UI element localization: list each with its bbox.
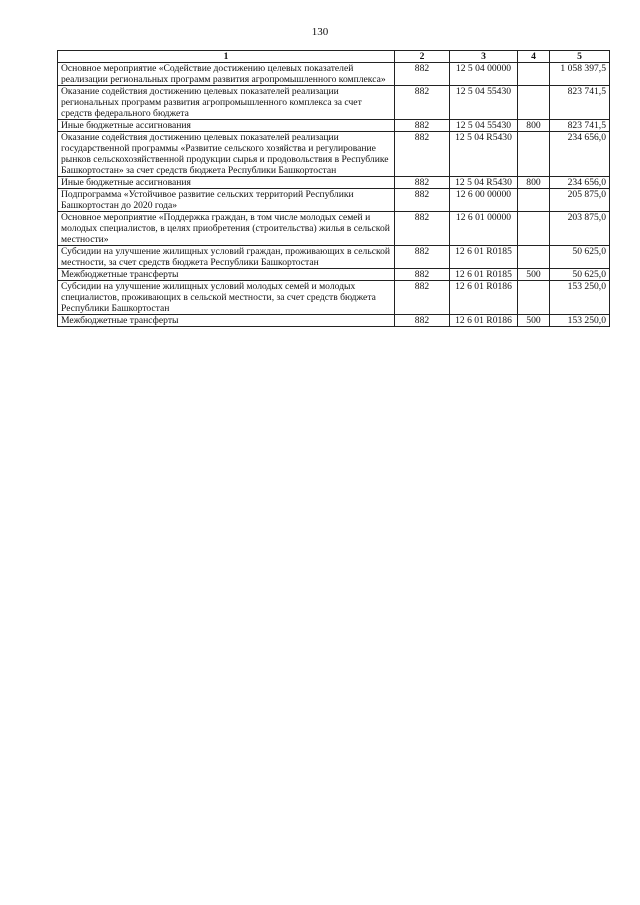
row-ved: 882	[395, 189, 450, 212]
row-ved: 882	[395, 212, 450, 246]
row-vr: 800	[518, 177, 550, 189]
row-sum: 203 875,0	[550, 212, 610, 246]
row-vr	[518, 86, 550, 120]
page-number: 130	[311, 26, 329, 38]
column-header-csr: 3	[450, 51, 518, 63]
table-row	[58, 212, 610, 246]
row-ved: 882	[395, 246, 450, 269]
budget-table	[57, 50, 610, 327]
column-header-ved: 2	[395, 51, 450, 63]
row-vr: 500	[518, 269, 550, 281]
row-name: Иные бюджетные ассигнования	[58, 177, 395, 189]
row-vr: 500	[518, 315, 550, 327]
row-name: Межбюджетные трансферты	[58, 315, 395, 327]
row-name: Оказание содействия достижению целевых показателей реализации региональных программ развития агропромышленного комплекса за счет средств федерального бюджета	[58, 86, 395, 120]
column-header-vr: 4	[518, 51, 550, 63]
column-header-name: 1	[58, 51, 395, 63]
row-csr: 12 6 01 00000	[450, 212, 518, 246]
row-sum: 50 625,0	[550, 269, 610, 281]
table-row	[58, 189, 610, 212]
row-csr: 12 5 04 55430	[450, 120, 518, 132]
row-vr	[518, 132, 550, 177]
table-row	[58, 177, 610, 189]
row-sum: 153 250,0	[550, 315, 610, 327]
table-row	[58, 281, 610, 315]
row-csr: 12 5 04 R5430	[450, 177, 518, 189]
row-vr	[518, 212, 550, 246]
row-ved: 882	[395, 63, 450, 86]
row-csr: 12 6 01 R0186	[450, 315, 518, 327]
row-csr: 12 5 04 00000	[450, 63, 518, 86]
row-name: Основное мероприятие «Содействие достижению целевых показателей реализации региональных программ развития агропромышленного комплекса»	[58, 63, 395, 86]
row-ved: 882	[395, 315, 450, 327]
row-sum: 823 741,5	[550, 120, 610, 132]
row-sum: 50 625,0	[550, 246, 610, 269]
row-vr: 800	[518, 120, 550, 132]
row-name: Межбюджетные трансферты	[58, 269, 395, 281]
table-row	[58, 86, 610, 120]
row-sum: 234 656,0	[550, 177, 610, 189]
row-vr	[518, 281, 550, 315]
row-name: Оказание содействия достижению целевых показателей реализации государственной программы «Развитие сельского хозяйства и регулирование рынков сельскохозяйственной продукции сырья и продовольствия в Республике Башкортостан» за счет средств бюджета Республики Башкортостан	[58, 132, 395, 177]
row-sum: 823 741,5	[550, 86, 610, 120]
row-ved: 882	[395, 281, 450, 315]
table-header-row	[58, 51, 610, 63]
row-csr: 12 6 01 R0185	[450, 246, 518, 269]
row-vr	[518, 189, 550, 212]
table-row	[58, 63, 610, 86]
row-vr	[518, 246, 550, 269]
row-sum: 205 875,0	[550, 189, 610, 212]
row-name: Субсидии на улучшение жилищных условий граждан, проживающих в сельской местности, за счет средств бюджета Республики Башкортостан	[58, 246, 395, 269]
row-sum: 153 250,0	[550, 281, 610, 315]
row-name: Иные бюджетные ассигнования	[58, 120, 395, 132]
row-csr: 12 5 04 R5430	[450, 132, 518, 177]
table-row	[58, 120, 610, 132]
row-sum: 234 656,0	[550, 132, 610, 177]
row-sum: 1 058 397,5	[550, 63, 610, 86]
row-csr: 12 6 01 R0186	[450, 281, 518, 315]
row-csr: 12 6 00 00000	[450, 189, 518, 212]
table-row	[58, 246, 610, 269]
table-row	[58, 132, 610, 177]
column-header-sum: 5	[550, 51, 610, 63]
row-ved: 882	[395, 86, 450, 120]
row-ved: 882	[395, 269, 450, 281]
row-name: Подпрограмма «Устойчивое развитие сельских территорий Республики Башкортостан до 2020 года»	[58, 189, 395, 212]
table-row	[58, 269, 610, 281]
row-ved: 882	[395, 132, 450, 177]
row-csr: 12 5 04 55430	[450, 86, 518, 120]
row-ved: 882	[395, 177, 450, 189]
row-csr: 12 6 01 R0185	[450, 269, 518, 281]
row-vr	[518, 63, 550, 86]
row-name: Основное мероприятие «Поддержка граждан, в том числе молодых семей и молодых специалистов, в целях приобретения (строительства) жилья в сельской местности»	[58, 212, 395, 246]
table-row	[58, 315, 610, 327]
row-ved: 882	[395, 120, 450, 132]
row-name: Субсидии на улучшение жилищных условий молодых семей и молодых специалистов, проживающих в сельской местности, за счет средств бюджета Республики Башкортостан	[58, 281, 395, 315]
